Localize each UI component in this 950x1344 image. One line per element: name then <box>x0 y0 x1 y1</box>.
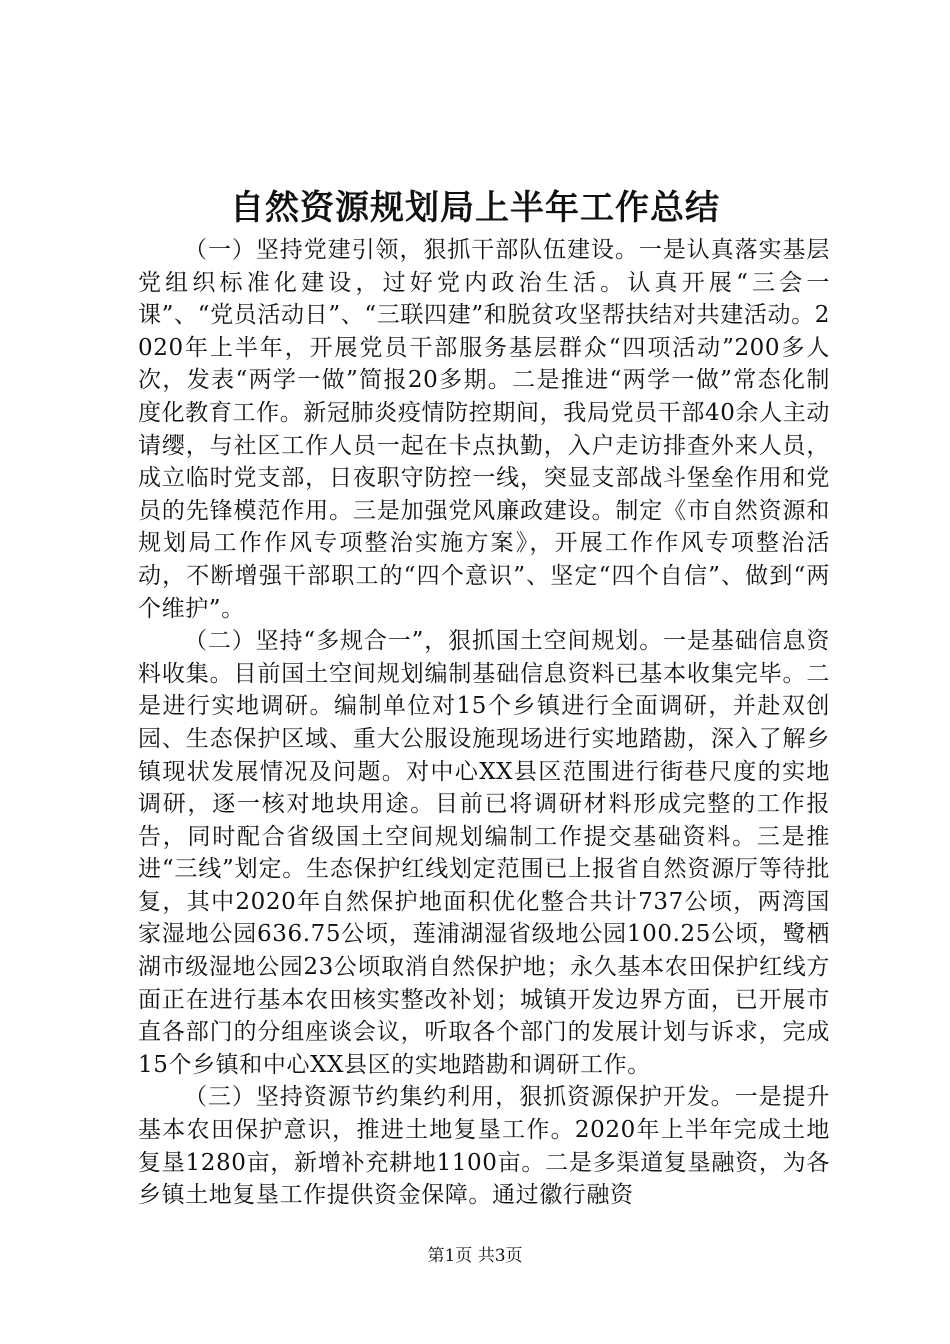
document-body <box>138 234 830 1212</box>
page-number-footer: 第1页 共3页 <box>427 1246 523 1266</box>
paragraph-spatial-planning: （二）坚持“多规合一”，狠抓国土空间规划。一是基础信息资料收集。目前国土空间规划编制基础信息资料已基本收集完毕。二是进行实地调研。编制单位对15个乡镇进行全面调研，并赴双创园、生态保护区域、重大公服设施现场进行实地踏勘，深入了解乡镇现状发展情况及问题。对中心XX县区范围进行街巷尺度的实地调研，逐一核对地块用途。目前已将调研材料形成完整的工作报告，同时配合省级国土空间规划编制工作提交基础资料。三是推进“三线”划定。生态保护红线划定范围已上报省自然资源厅等待批复，其中2020年自然保护地面积优化整合共计737公顷，两湾国家湿地公园636.75公顷，莲浦湖湿省级地公园100.25公顷，鹭栖湖市级湿地公园23公顷取消自然保护地；永久基本农田保护红线方面正在进行基本农田核实整改补划；城镇开发边界方面，已开展市直各部门的分组座谈会议，听取各个部门的发展计划与诉求，完成15个乡镇和中心XX县区的实地踏勘和调研工作。 <box>138 628 830 1078</box>
document-title: 自然资源规划局上半年工作总结 <box>230 188 720 228</box>
paragraph-resource-protection: （三）坚持资源节约集约利用，狠抓资源保护开发。一是提升基本农田保护意识，推进土地复垦工作。2020年上半年完成土地复垦1280亩，新增补充耕地1100亩。二是多渠道复垦融资，为各乡镇土地复垦工作提供资金保障。通过徽行融资 <box>138 1084 830 1209</box>
paragraph-party-building: （一）坚持党建引领，狠抓干部队伍建设。一是认真落实基层党组织标准化建设，过好党内政治生活。认真开展“三会一课”、“党员活动日”、“三联四建”和脱贫攻坚帮扶结对共建活动。2020年上半年，开展党员干部服务基层群众“四项活动”200多人次，发表“两学一做”简报20多期。二是推进“两学一做”常态化制度化教育工作。新冠肺炎疫情防控期间，我局党员干部40余人主动请缨，与社区工作人员一起在卡点执勤，入户走访排查外来人员，成立临时党支部，日夜职守防控一线，突显支部战斗堡垒作用和党员的先锋模范作用。三是加强党风廉政建设。制定《市自然资源和规划局工作作风专项整治实施方案》，开展工作作风专项整治活动，不断增强干部职工的“四个意识”、坚定“四个自信”、做到“两个维护”。 <box>138 237 830 622</box>
